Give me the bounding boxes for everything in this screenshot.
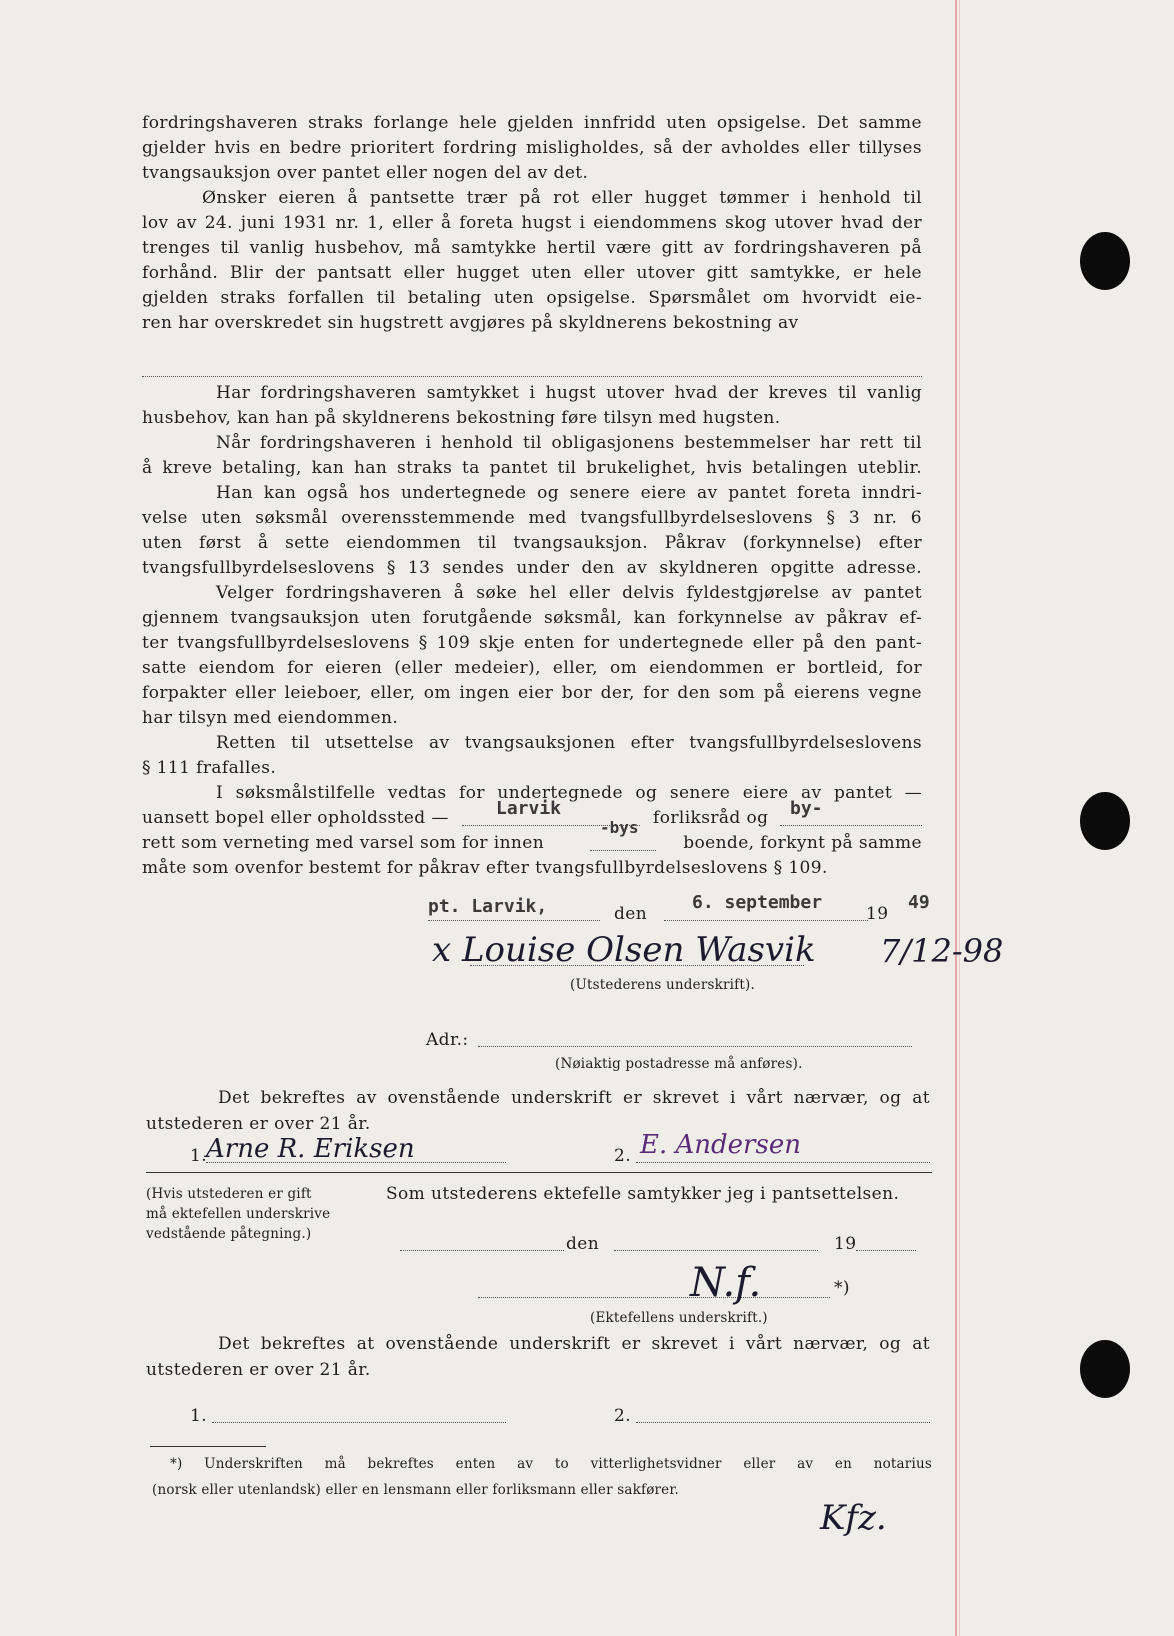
typed-date: 6. september [692, 892, 823, 913]
fill-in-line [428, 920, 600, 921]
witness-number: 2. [614, 1146, 632, 1166]
body-line: velse uten søksmål overensstemmende med tvangsfullbyrdelseslovens § 3 nr. 6 [142, 508, 922, 528]
date-den-label: den [614, 904, 648, 924]
spouse-note-line: (Hvis utstederen er gift [146, 1186, 312, 1202]
witness-signature-line [636, 1422, 930, 1423]
body-line: lov av 24. juni 1931 nr. 1, eller å foreta hugst i eiendommens skog utover hvad der [142, 213, 922, 233]
date-year-prefix: 19 [866, 904, 889, 924]
body-line: trenges til vanlig husbehov, må samtykke hertil være gitt av fordringshaveren på [142, 238, 922, 258]
punch-hole [1080, 792, 1130, 850]
spouse-signature-field [478, 1297, 830, 1298]
body-line: tvangsfullbyrdelseslovens § 13 sendes under den av skyldneren opgitte adresse. [142, 558, 922, 578]
spouse-year-prefix: 19 [834, 1234, 857, 1254]
body-line: utstederen er over 21 år. [146, 1360, 371, 1380]
typed-venue-suffix: -bys [600, 818, 639, 837]
witness-signature: E. Andersen [640, 1130, 801, 1160]
fill-in-line [590, 850, 656, 851]
fill-in-line [856, 1250, 916, 1251]
witness-signature-line [212, 1422, 506, 1423]
typed-venue: Larvik [496, 798, 562, 819]
body-line: Retten til utsettelse av tvangsauksjonen efter tvangsfullbyrdelseslovens [216, 733, 922, 753]
footnote-line: (norsk eller utenlandsk) eller en lensmann eller forliksmann eller sakfører. [152, 1482, 680, 1498]
body-line: Det bekreftes av ovenstående underskrift er skrevet i vårt nærvær, og at [218, 1088, 930, 1108]
margin-rule-shadow [959, 0, 960, 1636]
fill-in-line [470, 965, 804, 966]
issuer-signature-date: 7/12-98 [880, 932, 1004, 970]
body-line: Velger fordringshaveren å søke hel eller delvis fyldestgjørelse av pantet [216, 583, 922, 603]
address-caption: (Nøiaktig postadresse må anføres). [555, 1056, 803, 1072]
witness-signature-line [636, 1162, 930, 1163]
body-line: utstederen er over 21 år. [146, 1114, 371, 1134]
body-line: tvangsauksjon over pantet eller nogen del av det. [142, 163, 589, 183]
body-line: gjelden straks forfallen til betaling uten opsigelse. Spørsmålet om hvorvidt eie- [142, 288, 922, 308]
fill-in-line [142, 376, 922, 377]
section-divider [146, 1172, 932, 1173]
issuer-signature: x Louise Olsen Wasvik [432, 930, 816, 970]
body-line: uansett bopel eller opholdssted — [142, 808, 449, 828]
spouse-mark: N.f. [690, 1260, 762, 1306]
body-line: forpakter eller leieboer, eller, om ingen eier bor der, for den som på eierens vegne [142, 683, 922, 703]
fill-in-line [614, 1250, 818, 1251]
fill-in-line [400, 1250, 564, 1251]
spouse-note-line: vedstående påtegning.) [146, 1226, 312, 1242]
body-line: forliksråd og [653, 808, 769, 828]
punch-hole [1080, 1340, 1130, 1398]
body-line: fordringshaveren straks forlange hele gjelden innfridd uten opsigelse. Det samme [142, 113, 922, 133]
clerk-initials: Kfz. [820, 1498, 887, 1538]
address-label: Adr.: [426, 1030, 469, 1050]
punch-hole [1080, 232, 1130, 290]
body-line: ren har overskredet sin hugstrett avgjøres på skyldnerens bekostning av [142, 313, 799, 333]
body-line: Det bekreftes at ovenstående underskrift er skrevet i vårt nærvær, og at [218, 1334, 930, 1354]
body-line: gjennem tvangsauksjon uten forutgående søksmål, kan forkynnelse av påkrav ef- [142, 608, 922, 628]
body-line: Når fordringshaveren i henhold til obligasjonens bestemmelser har rett til [216, 433, 922, 453]
body-line: å kreve betaling, kan han straks ta pantet til brukelighet, hvis betalingen uteblir. [142, 458, 922, 478]
fill-in-line [664, 920, 868, 921]
issuer-signature-caption: (Utstederens underskrift). [570, 977, 755, 993]
body-line: forhånd. Blir der pantsatt eller hugget uten eller utover gitt samtykke, er hele [142, 263, 922, 283]
body-line: ter tvangsfullbyrdelseslovens § 109 skje enten for undertegnede eller på den pant- [142, 633, 922, 653]
witness-number: 1. [190, 1406, 208, 1426]
address-field [478, 1046, 912, 1047]
spouse-note-line: må ektefellen underskrive [146, 1206, 331, 1222]
spouse-consent-text: Som utstederens ektefelle samtykker jeg i pantsettelsen. [386, 1184, 900, 1204]
footnote-line: *) Underskriften må bekreftes enten av to vitterlighetsvidner eller av en notarius [170, 1456, 932, 1472]
body-line: Han kan også hos undertegnede og senere eiere av pantet foreta inndri- [216, 483, 922, 503]
typed-venue-right: by- [790, 798, 823, 819]
body-line: rett som verneting med varsel som for innen [142, 833, 545, 853]
witness-number: 2. [614, 1406, 632, 1426]
body-line: boende, forkynt på samme [683, 833, 922, 853]
spouse-signature-caption: (Ektefellens underskrift.) [590, 1310, 768, 1326]
body-line: I søksmålstilfelle vedtas for undertegnede og senere eiere av pantet — [216, 783, 922, 803]
witness-signature: Arne R. Eriksen [206, 1134, 415, 1164]
body-line: måte som ovenfor bestemt for påkrav efter tvangsfullbyrdelseslovens § 109. [142, 858, 828, 878]
spouse-den-label: den [566, 1234, 600, 1254]
body-line: § 111 frafalles. [142, 758, 277, 778]
body-line: uten først å sette eiendommen til tvangsauksjon. Påkrav (forkynnelse) efter [142, 533, 922, 553]
witness-signature-line [206, 1162, 506, 1163]
body-line: Har fordringshaveren samtykket i hugst utover hvad der kreves til vanlig [216, 383, 922, 403]
witness-number: 1. [190, 1146, 208, 1166]
body-line: husbehov, kan han på skyldnerens bekostning føre tilsyn med hugsten. [142, 408, 781, 428]
footnote-rule [150, 1446, 266, 1447]
body-line: Ønsker eieren å pantsette trær på rot eller hugget tømmer i henhold til [202, 188, 922, 208]
body-line: har tilsyn med eiendommen. [142, 708, 399, 728]
typed-year: 49 [908, 892, 930, 913]
typed-place: pt. Larvik, [428, 896, 548, 917]
footnote-marker: *) [834, 1278, 850, 1298]
margin-rule [955, 0, 957, 1636]
body-line: gjelder hvis en bedre prioritert fordring misligholdes, så der avholdes eller tillyses [142, 138, 922, 158]
body-line: satte eiendom for eieren (eller medeier), eller, om eiendommen er bortleid, for [142, 658, 922, 678]
fill-in-line [780, 825, 922, 826]
